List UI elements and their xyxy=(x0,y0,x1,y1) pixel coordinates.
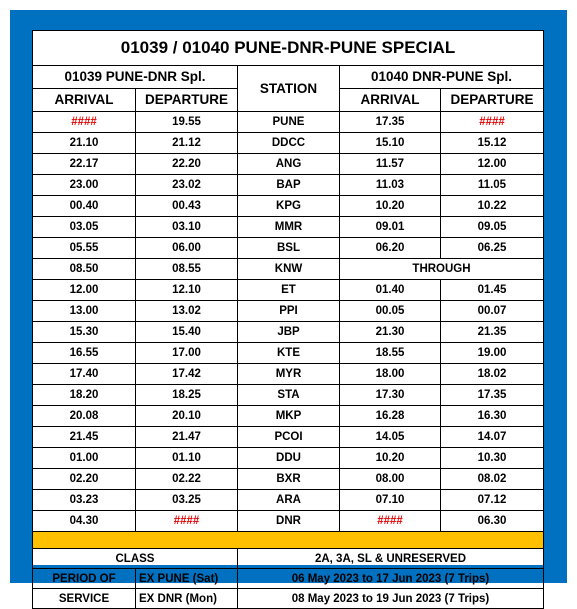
right-departure-cell: 11.05 xyxy=(441,175,544,196)
right-departure-cell: 01.45 xyxy=(441,280,544,301)
station-header: STATION xyxy=(238,66,340,112)
right-arrival-cell: 06.20 xyxy=(340,238,441,259)
timetable-row xyxy=(33,322,544,343)
left-departure-cell: 03.25 xyxy=(136,490,238,511)
station-cell: BSL xyxy=(238,238,340,259)
left-arrival-cell: 21.45 xyxy=(33,427,136,448)
station-cell: PCOI xyxy=(238,427,340,448)
left-departure-cell: 21.12 xyxy=(136,133,238,154)
right-arrival-cell: 18.00 xyxy=(340,364,441,385)
right-arrival-cell: 07.10 xyxy=(340,490,441,511)
ex-pune-label: EX PUNE (Sat) xyxy=(136,569,238,589)
station-cell: BXR xyxy=(238,469,340,490)
left-arrival-cell: 05.55 xyxy=(33,238,136,259)
class-value: 2A, 3A, SL & UNRESERVED xyxy=(238,549,544,569)
timetable-row xyxy=(33,259,544,280)
left-departure-cell: 22.20 xyxy=(136,154,238,175)
right-departure-cell: 14.07 xyxy=(441,427,544,448)
class-label: CLASS xyxy=(33,549,238,569)
station-cell: KPG xyxy=(238,196,340,217)
station-cell: BAP xyxy=(238,175,340,196)
timetable-row xyxy=(33,469,544,490)
timetable-row xyxy=(33,427,544,448)
timetable-row xyxy=(33,448,544,469)
station-cell: DNR xyxy=(238,511,340,532)
right-departure-cell: 09.05 xyxy=(441,217,544,238)
right-arrival-cell: 08.00 xyxy=(340,469,441,490)
left-arrival-cell: 13.00 xyxy=(33,301,136,322)
right-departure-cell: 19.00 xyxy=(441,343,544,364)
right-arrival-cell: 15.10 xyxy=(340,133,441,154)
left-arrival-cell: 17.40 xyxy=(33,364,136,385)
left-departure-cell: 13.02 xyxy=(136,301,238,322)
station-cell: PPI xyxy=(238,301,340,322)
left-departure-cell: 06.00 xyxy=(136,238,238,259)
right-departure-cell: #### xyxy=(441,112,544,133)
timetable-sheet xyxy=(32,30,543,605)
right-departure-cell: 16.30 xyxy=(441,406,544,427)
yellow-separator-band xyxy=(33,532,544,549)
station-cell: DDU xyxy=(238,448,340,469)
right-arrival-cell: 18.55 xyxy=(340,343,441,364)
left-arrival-header: ARRIVAL xyxy=(33,89,136,112)
timetable-row xyxy=(33,364,544,385)
station-cell: JBP xyxy=(238,322,340,343)
left-departure-cell: 08.55 xyxy=(136,259,238,280)
right-arrival-cell: 16.28 xyxy=(340,406,441,427)
right-departure-cell: 08.02 xyxy=(441,469,544,490)
left-arrival-cell: 16.55 xyxy=(33,343,136,364)
station-cell: MYR xyxy=(238,364,340,385)
period-label-line-1: PERIOD OF xyxy=(33,569,136,589)
left-arrival-cell: 08.50 xyxy=(33,259,136,280)
right-departure-cell: 06.25 xyxy=(441,238,544,259)
left-arrival-cell: 12.00 xyxy=(33,280,136,301)
timetable-row xyxy=(33,154,544,175)
timetable-row xyxy=(33,196,544,217)
right-arrival-cell: 11.57 xyxy=(340,154,441,175)
left-departure-cell: 23.02 xyxy=(136,175,238,196)
right-arrival-cell: 01.40 xyxy=(340,280,441,301)
right-departure-cell: 17.35 xyxy=(441,385,544,406)
right-arrival-cell: 10.20 xyxy=(340,448,441,469)
timetable-row xyxy=(33,301,544,322)
station-cell: MMR xyxy=(238,217,340,238)
right-arrival-header: ARRIVAL xyxy=(340,89,441,112)
left-departure-cell: 02.22 xyxy=(136,469,238,490)
station-cell: ANG xyxy=(238,154,340,175)
right-departure-cell: 12.00 xyxy=(441,154,544,175)
ex-pune-period: 06 May 2023 to 17 Jun 2023 (7 Trips) xyxy=(238,569,544,589)
timetable-row xyxy=(33,280,544,301)
left-arrival-cell: 01.00 xyxy=(33,448,136,469)
timetable-title: 01039 / 01040 PUNE-DNR-PUNE SPECIAL xyxy=(33,31,544,66)
left-arrival-cell: 00.40 xyxy=(33,196,136,217)
left-departure-cell: 17.00 xyxy=(136,343,238,364)
right-departure-cell: 18.02 xyxy=(441,364,544,385)
right-departure-header: DEPARTURE xyxy=(441,89,544,112)
right-departure-cell: 15.12 xyxy=(441,133,544,154)
station-cell: ET xyxy=(238,280,340,301)
left-train-name: 01039 PUNE-DNR Spl. xyxy=(33,66,238,89)
timetable-row xyxy=(33,133,544,154)
right-departure-cell: 10.30 xyxy=(441,448,544,469)
left-arrival-cell: 02.20 xyxy=(33,469,136,490)
left-departure-cell: 20.10 xyxy=(136,406,238,427)
timetable-row xyxy=(33,238,544,259)
right-arrival-cell: 14.05 xyxy=(340,427,441,448)
through-cell: THROUGH xyxy=(340,259,544,280)
left-arrival-cell: 15.30 xyxy=(33,322,136,343)
station-cell: KTE xyxy=(238,343,340,364)
ex-dnr-period: 08 May 2023 to 19 Jun 2023 (7 Trips) xyxy=(238,589,544,609)
timetable-row xyxy=(33,511,544,532)
left-departure-cell: 03.10 xyxy=(136,217,238,238)
ex-dnr-label: EX DNR (Mon) xyxy=(136,589,238,609)
station-cell: ARA xyxy=(238,490,340,511)
right-departure-cell: 00.07 xyxy=(441,301,544,322)
right-arrival-cell: 09.01 xyxy=(340,217,441,238)
left-arrival-cell: 21.10 xyxy=(33,133,136,154)
right-departure-cell: 21.35 xyxy=(441,322,544,343)
right-departure-cell: 07.12 xyxy=(441,490,544,511)
left-departure-cell: 17.42 xyxy=(136,364,238,385)
right-departure-cell: 10.22 xyxy=(441,196,544,217)
right-arrival-cell: #### xyxy=(340,511,441,532)
left-departure-cell: 00.43 xyxy=(136,196,238,217)
right-arrival-cell: 11.03 xyxy=(340,175,441,196)
timetable-row xyxy=(33,112,544,133)
left-departure-cell: 01.10 xyxy=(136,448,238,469)
right-train-name: 01040 DNR-PUNE Spl. xyxy=(340,66,544,89)
left-arrival-cell: 04.30 xyxy=(33,511,136,532)
period-label-line-2: SERVICE xyxy=(33,589,136,609)
timetable-row xyxy=(33,343,544,364)
left-departure-cell: 21.47 xyxy=(136,427,238,448)
station-cell: MKP xyxy=(238,406,340,427)
left-departure-cell: 19.55 xyxy=(136,112,238,133)
timetable-row xyxy=(33,175,544,196)
left-arrival-cell: 20.08 xyxy=(33,406,136,427)
left-departure-header: DEPARTURE xyxy=(136,89,238,112)
left-arrival-cell: 03.23 xyxy=(33,490,136,511)
station-cell: DDCC xyxy=(238,133,340,154)
right-arrival-cell: 17.30 xyxy=(340,385,441,406)
timetable-row xyxy=(33,490,544,511)
right-arrival-cell: 00.05 xyxy=(340,301,441,322)
timetable-row xyxy=(33,217,544,238)
right-arrival-cell: 17.35 xyxy=(340,112,441,133)
station-cell: STA xyxy=(238,385,340,406)
station-cell: PUNE xyxy=(238,112,340,133)
right-arrival-cell: 10.20 xyxy=(340,196,441,217)
left-arrival-cell: 23.00 xyxy=(33,175,136,196)
timetable-row xyxy=(33,406,544,427)
left-departure-cell: #### xyxy=(136,511,238,532)
timetable-row xyxy=(33,385,544,406)
timetable xyxy=(32,30,544,609)
left-departure-cell: 12.10 xyxy=(136,280,238,301)
left-arrival-cell: 18.20 xyxy=(33,385,136,406)
left-arrival-cell: 22.17 xyxy=(33,154,136,175)
left-departure-cell: 15.40 xyxy=(136,322,238,343)
right-departure-cell: 06.30 xyxy=(441,511,544,532)
left-arrival-cell: #### xyxy=(33,112,136,133)
station-cell: KNW xyxy=(238,259,340,280)
right-arrival-cell: 21.30 xyxy=(340,322,441,343)
left-arrival-cell: 03.05 xyxy=(33,217,136,238)
left-departure-cell: 18.25 xyxy=(136,385,238,406)
